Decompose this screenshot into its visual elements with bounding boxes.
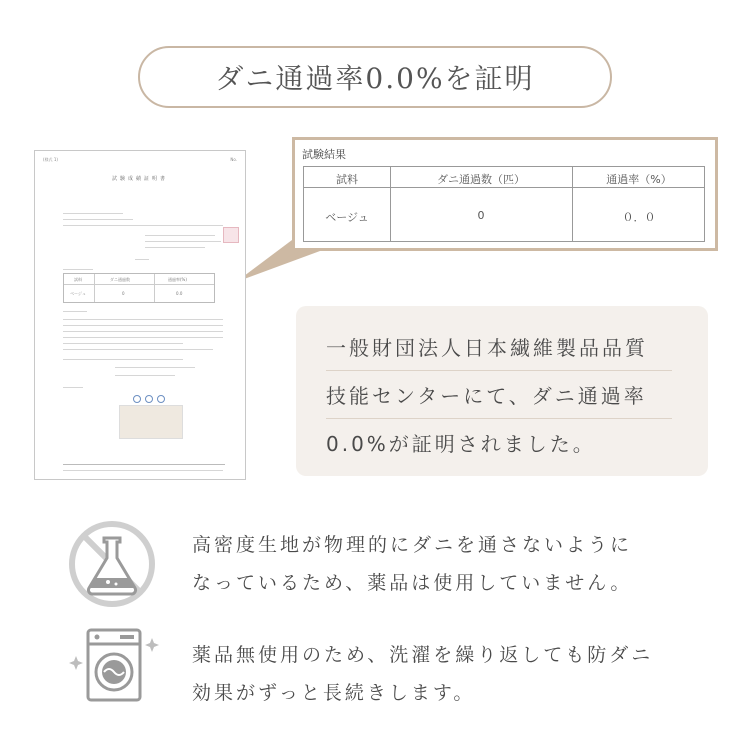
feature-2-line-1: 薬品無使用のため、洗濯を繰り返しても防ダニ [192,644,654,666]
info-line-1: 一般財団法人日本繊維製品品質 [326,336,648,360]
result-sample: ベージュ [325,211,369,224]
feature-1-line-2: なっているため、薬品は使用していません。 [192,572,633,594]
result-count: 0 [477,209,485,222]
doc-header-left: (様式 1) [43,157,58,162]
page-title: ダニ通過率0.0%を証明 [215,62,535,95]
feature-1-line-1: 高密度生地が物理的にダニを通さないように [192,534,633,556]
doc-header-right: No. [230,157,237,162]
washing-machine-icon [66,626,162,710]
info-line-2: 技能センターにて、ダニ通過率 [326,384,647,408]
feature-2-line-2: 効果がずっと長続きします。 [192,682,476,704]
result-header-rate: 通過率（%） [606,173,672,186]
certification-info-box [296,306,708,476]
no-chemicals-icon [68,520,156,612]
certificate-document [34,150,246,480]
result-header-sample: 試料 [336,173,358,186]
fabric-sample [119,405,183,439]
result-rate: ０．０ [622,211,656,224]
info-line-3: 0.0%が証明されました。 [326,432,596,456]
result-table [303,166,705,242]
test-result-callout [292,137,718,251]
doc-result-table: 試料 ダニ通過数 通過率(%) ベージュ 0 0.0 [63,273,215,303]
result-caption: 試験結果 [302,148,346,161]
title-banner [138,46,612,108]
seal-stamp [223,227,239,243]
doc-title: 試験成績証明書 [111,176,168,182]
result-header-count: ダニ通過数（匹） [437,173,525,186]
